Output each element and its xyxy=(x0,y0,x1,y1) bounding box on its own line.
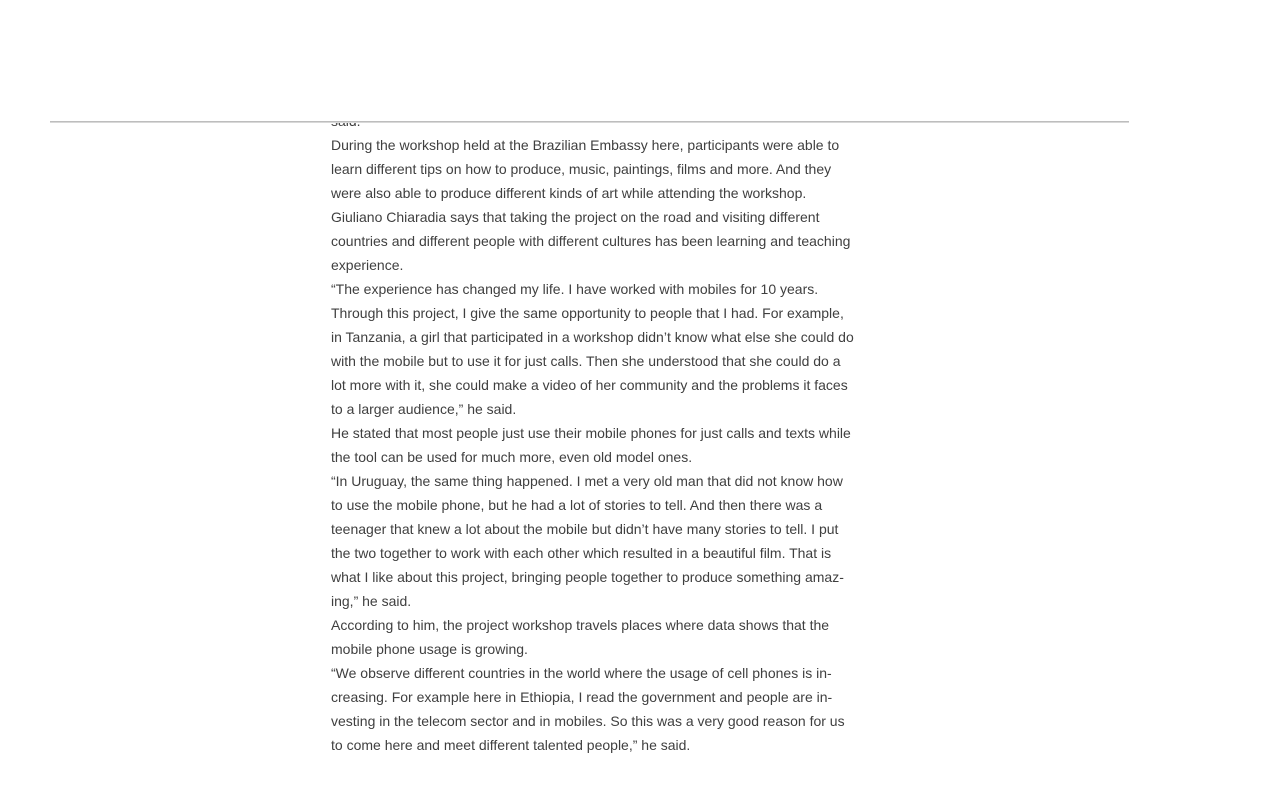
article-body xyxy=(331,109,861,757)
paragraph-quote-uruguay: “In Uruguay, the same thing happened. I met a very old man that did not know how to use the mobile phone, but he had a lot of stories to tell. And then there was a teenager that knew a lot about the mobile but didn’t have many stories to tell. I put the two together to work with each other which resulted in a beautiful film. That is what I like about this project, bringing people together to produce something amaz- ing,” he said. xyxy=(331,473,844,609)
paragraph-quote-ethiopia: “We observe different countries in the world where the usage of cell phones is in- creasing. For example here in Ethiopia, I read the government and people are in- vesting in the telecom sector and in mobiles. So this was a very good reason for us to come here and meet different talented people,” he said. xyxy=(331,665,845,753)
header-divider xyxy=(50,121,1129,123)
paragraph-mobile-usage: He stated that most people just use their mobile phones for just calls and texts while the tool can be used for much more, even old model ones. xyxy=(331,425,851,465)
header-area xyxy=(0,0,1280,122)
paragraph-workshop-travels: According to him, the project workshop travels places where data shows that the mobile phone usage is growing. xyxy=(331,617,830,657)
paragraph-workshop-brazilian-embassy: During the workshop held at the Brazilian Embassy here, participants were able to learn different tips on how to produce, music, paintings, films and more. And they were also able to produce different kinds of art while attending the workshop. xyxy=(331,137,840,201)
paragraph-quote-experience: “The experience has changed my life. I have worked with mobiles for 10 years. Through this project, I give the same opportunity to people that I had. For example, in Tanzania, a girl that participated in a workshop didn’t know what else she could do with the mobile but to use it for just calls. Then she understood that she could do a lot more with it, she could make a video of her community and the problems it faces to a larger audience,” he said. xyxy=(331,281,854,417)
paragraph-giuliano-chiaradia: Giuliano Chiaradia says that taking the project on the road and visiting different countries and different people with different cultures has been learning and teaching experience. xyxy=(331,209,851,273)
